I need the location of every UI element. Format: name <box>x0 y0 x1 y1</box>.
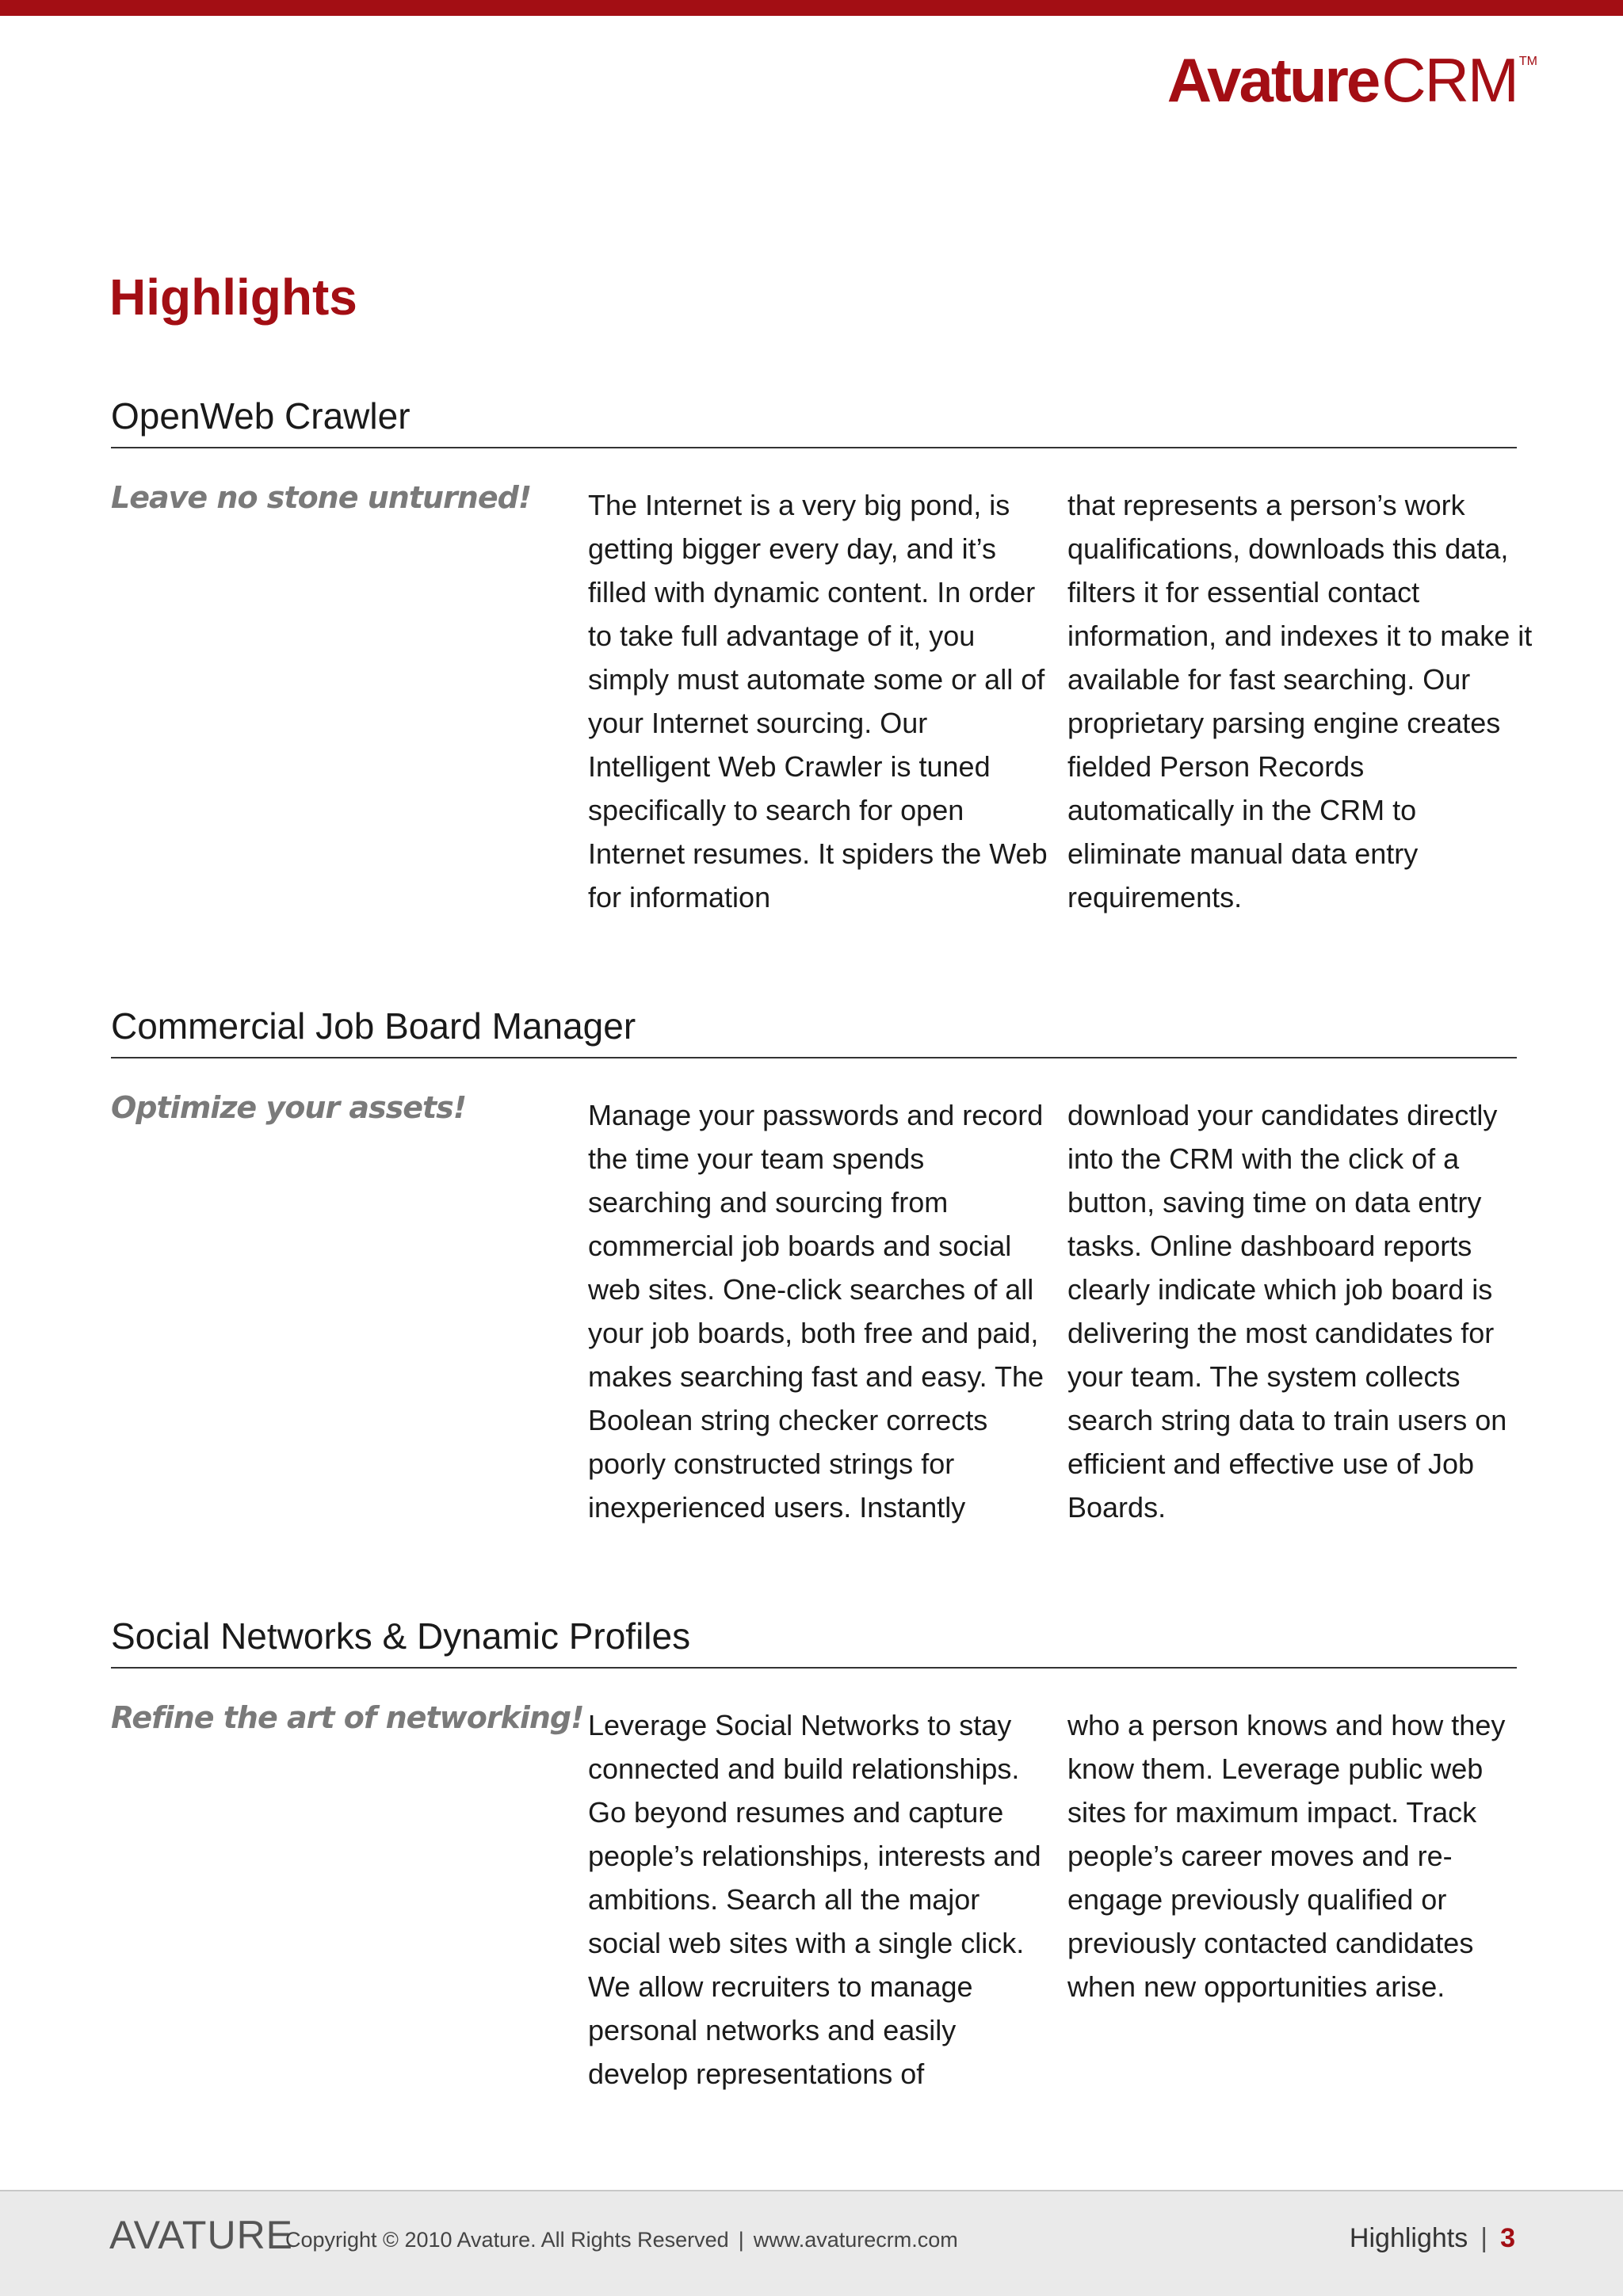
section-social-networks <box>111 1615 1517 2090</box>
footer-url[interactable]: www.avaturecrm.com <box>753 2228 958 2252</box>
section-tagline: Optimize your assets! <box>111 1090 467 1125</box>
section-body-left: Manage your passwords and record the time your team spends searching and sourcing from commercial job boards and social web sites. One-click searches of all your job boards, both free and paid, makes searching fast and easy. The Boolean string checker corrects poorly constructed strings for inexperienced users. Instantly <box>588 1099 1044 1524</box>
section-tagline: Refine the art of networking! <box>111 1700 584 1735</box>
copyright-text: Copyright © 2010 Avature. All Rights Reserved <box>285 2228 729 2252</box>
page-number: 3 <box>1500 2223 1515 2253</box>
brand-name-light: CRM <box>1381 45 1518 115</box>
footer-copyright-line <box>285 2228 958 2252</box>
footer-page-label <box>1350 2223 1515 2254</box>
trademark-mark: TM <box>1518 55 1537 68</box>
page-title: Highlights <box>109 269 357 326</box>
footer-logo: AVATURE <box>109 2213 294 2257</box>
section-title: Commercial Job Board Manager <box>111 1005 1517 1058</box>
page-footer <box>0 2190 1623 2296</box>
section-body-right: that represents a person’s work qualifications, downloads this data, filters it for essential contact information, and indexes it to make it available for fast searching. Our proprietary parsing engine creates fielded Person Records automatically in the CRM to eliminate manual data entry requirements. <box>1067 489 1533 913</box>
section-job-board-manager <box>111 1005 1517 1524</box>
top-accent-bar <box>0 0 1623 16</box>
footer-section-name: Highlights <box>1349 2223 1468 2253</box>
section-title: Social Networks & Dynamic Profiles <box>111 1615 1517 1669</box>
footer-separator: | <box>1480 2223 1488 2253</box>
brand-name-bold: Avature <box>1167 45 1379 115</box>
brand-logo <box>1167 45 1537 115</box>
section-body-left: The Internet is a very big pond, is getting bigger every day, and it’s filled with dynamic content. In order to take full advantage of it, you simply must automate some or all of your Internet sourcing. Our Intelligent Web Crawler is tuned specifically to search for open Internet resumes. It spiders the Web for information <box>588 489 1048 913</box>
section-body-right: download your candidates directly into the CRM with the click of a button, saving time on data entry tasks. Online dashboard reports clearly indicate which job board is delivering the most candidates for your team. The system collects search string data to train users on efficient and effective use of Job Boards. <box>1067 1099 1507 1524</box>
section-openweb-crawler <box>111 395 1533 913</box>
section-title: OpenWeb Crawler <box>111 395 1517 448</box>
section-body-left: Leverage Social Networks to stay connected and build relationships. Go beyond resumes and capture people’s relationships, interests and ambitions. Search all the major social web sites with a single click. We allow recruiters to manage personal networks and easily develop representations of <box>588 1709 1041 2090</box>
footer-separator: | <box>738 2228 744 2252</box>
section-body-right: who a person knows and how they know them. Leverage public web sites for maximum impact. Track people’s career moves and re-engage previously qualified or previously contacted candidates when new opportunities arise. <box>1067 1709 1506 2003</box>
section-tagline: Leave no stone unturned! <box>111 480 532 515</box>
